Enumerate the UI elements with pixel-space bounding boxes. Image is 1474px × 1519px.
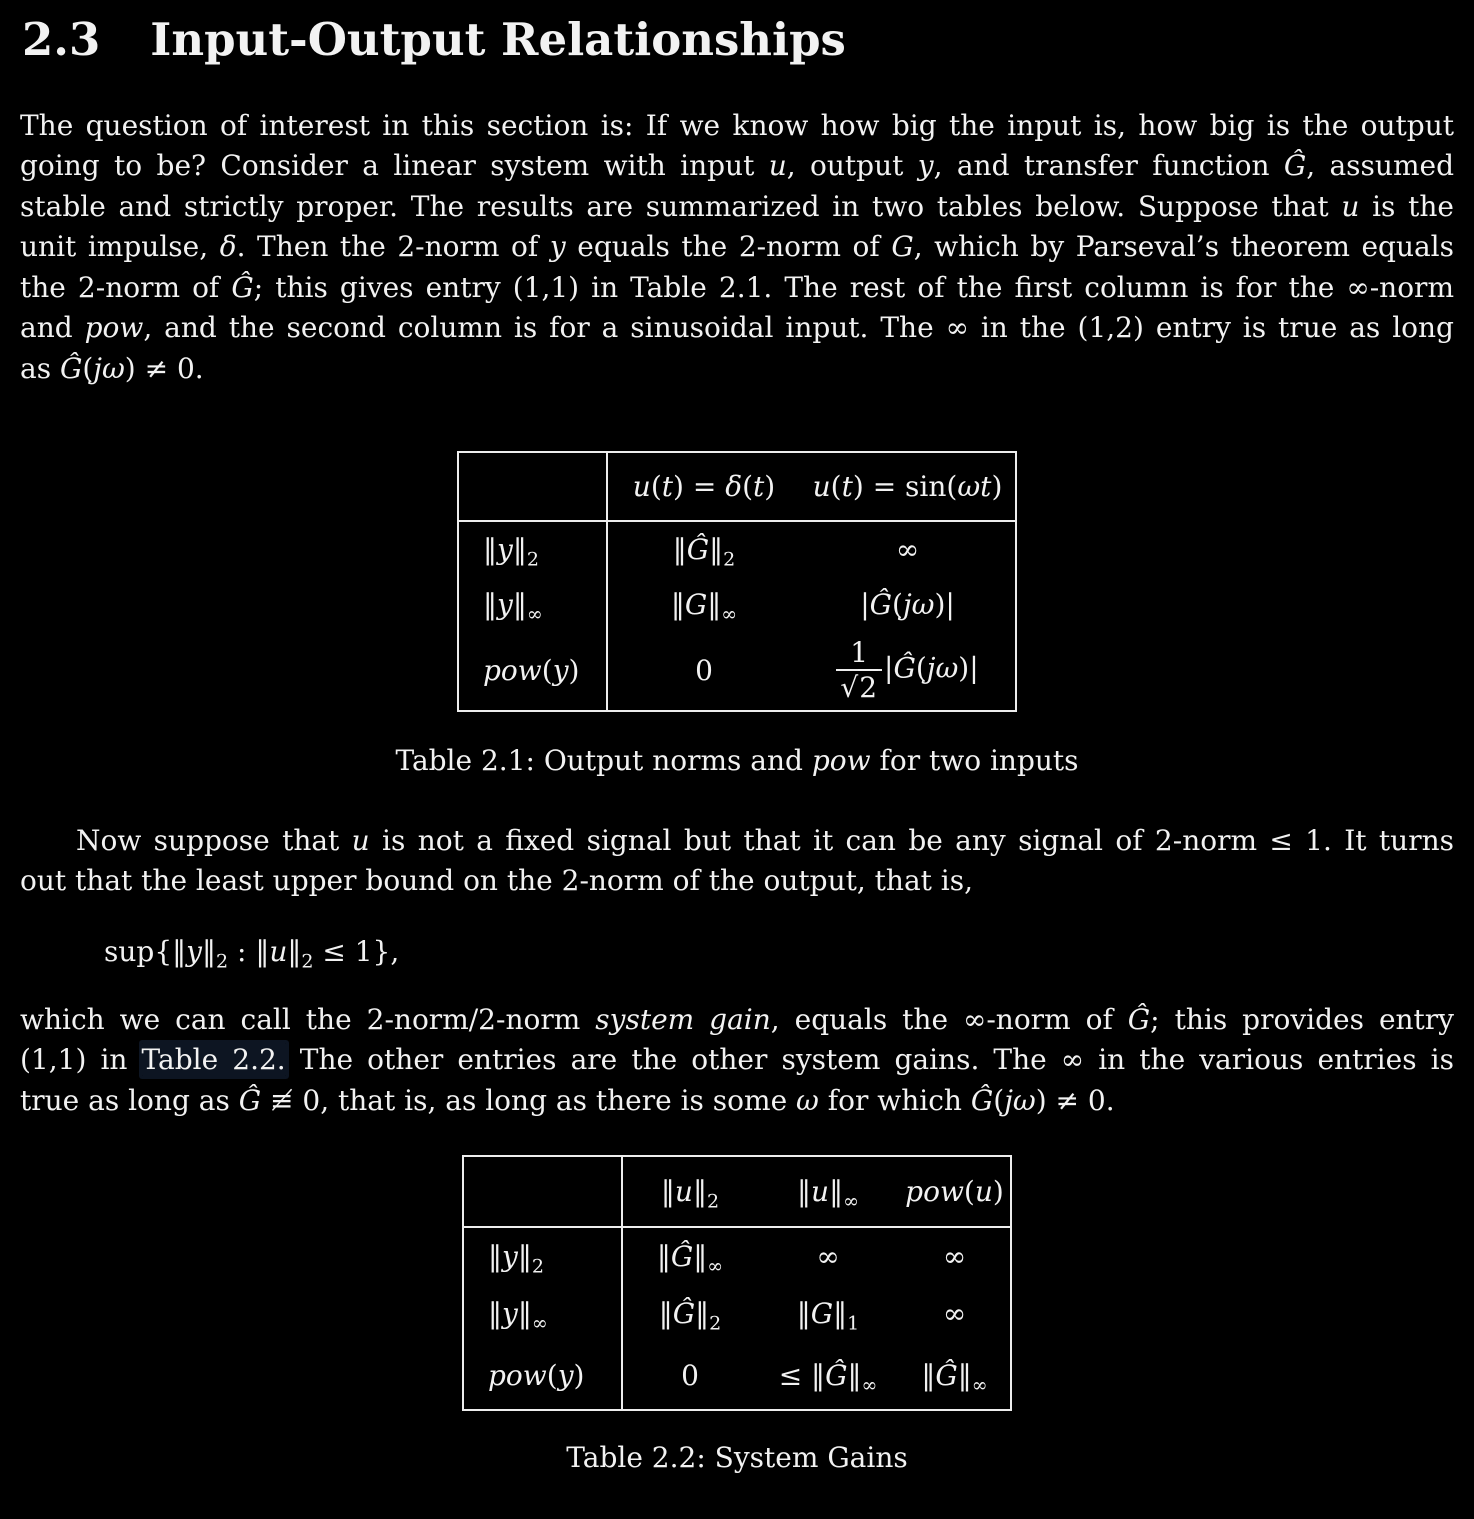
table-cell: $‖Ĝ‖_\infty$	[656, 1240, 724, 1279]
table-cell: $‖G‖_\infty$	[670, 588, 738, 626]
text-line: as Ĝ(jω) ≠ 0.	[20, 351, 204, 385]
text-line: going to be? Consider a linear system with input u, output y, and transfer function Ĝ, assumed	[20, 149, 1454, 183]
sup-equation: $sup\{‖y‖_2$ : $‖u‖_2 \le 1$},	[104, 934, 400, 973]
table-2-2-wrapper	[20, 1155, 1454, 1411]
column-header	[458, 452, 607, 521]
table-cell: 0	[681, 1359, 699, 1393]
table-cell: ∞	[942, 1297, 967, 1331]
text-line: stable and strictly proper. The results are summarized in two tables below. Suppose that u is the	[20, 189, 1454, 223]
table-row	[458, 577, 1016, 632]
table-cell: ∞	[816, 1240, 840, 1274]
text-line: unit impulse, δ. Then the 2-norm of y equals the 2-norm of G, which by Parseval’s theorem equals	[20, 230, 1454, 264]
paragraph-intro	[20, 106, 1454, 390]
table-row	[458, 632, 1016, 711]
table-2-2-caption: Table 2.2: System Gains	[566, 1441, 908, 1475]
table-cell: $‖Ĝ‖_\infty$	[921, 1359, 988, 1398]
section-number: 2.3	[22, 13, 101, 66]
column-header	[463, 1156, 622, 1227]
table-2-2-link[interactable]: Table 2.2.	[141, 1043, 286, 1077]
column-header: u(t) = δ(t)	[607, 452, 800, 521]
table-cell: 0	[695, 653, 713, 687]
fraction: $\frac{1}{√2}$	[836, 637, 882, 703]
table-2-1-caption: Table 2.1: Output norms and pow for two inputs	[395, 743, 1079, 777]
section-heading	[22, 14, 1454, 66]
table-row	[463, 1342, 1011, 1410]
paragraph-system-gain	[20, 1000, 1454, 1122]
row-label: $‖y‖_2$	[463, 1227, 622, 1285]
column-header: $‖u‖_2$	[622, 1156, 757, 1227]
paragraph-now-suppose	[20, 821, 1454, 902]
table-cell: |Ĝ(jω)|	[860, 588, 955, 622]
table-2-2	[462, 1155, 1012, 1411]
table-cell: ≤ $‖Ĝ‖_\infty$	[778, 1359, 878, 1398]
table-row	[458, 521, 1016, 577]
column-header: $‖u‖_\infty$	[757, 1156, 899, 1227]
text-line: out that the least upper bound on the 2-norm of the output, that is,	[20, 864, 974, 898]
table-2-1-wrapper	[20, 451, 1454, 712]
table-2-1	[457, 451, 1017, 712]
text-line: which we can call the 2-norm/2-norm system gain, equals the ∞-norm of Ĝ; this provides entry	[20, 1002, 1455, 1036]
table-cell: $‖G‖_1$	[796, 1297, 860, 1336]
text-line: The question of interest in this section is: If we know how big the input is, how big is the output	[20, 108, 1454, 142]
text-line: (1,1) in Table 2.2. The other entries are the other system gains. The ∞ in the various entries is	[20, 1043, 1454, 1077]
table-cell: ∞	[895, 533, 920, 567]
row-label: $‖y‖_\infty$	[463, 1285, 622, 1342]
column-header: pow(u)	[899, 1156, 1011, 1227]
row-label: pow(y)	[463, 1342, 622, 1410]
text-line: true as long as Ĝ ≢ 0, that is, as long as there is some ω for which Ĝ(jω) ≠ 0.	[20, 1083, 1115, 1117]
table-cell: $‖Ĝ‖_2$	[672, 533, 736, 571]
table-cell: ∞	[942, 1240, 967, 1274]
table-row	[463, 1227, 1011, 1285]
text-line: Now suppose that u is not a fixed signal but that it can be any signal of 2-norm ≤ 1. It turns	[76, 823, 1454, 857]
text-line: and pow, and the second column is for a sinusoidal input. The ∞ in the (1,2) entry is true as long	[20, 311, 1454, 345]
text-line: the 2-norm of Ĝ; this gives entry (1,1) in Table 2.1. The rest of the first column is for the ∞-norm	[20, 270, 1454, 304]
row-label: $‖y‖_2$	[458, 521, 607, 577]
sqrt-radical: √2	[840, 670, 878, 704]
section-title: Input-Output Relationships	[150, 13, 846, 66]
row-label: pow(y)	[458, 632, 607, 711]
table-cell: $‖Ĝ‖_2$	[658, 1297, 722, 1336]
table-cell: $\frac{1}{√2}$ |Ĝ(jω)|	[800, 632, 1016, 711]
row-label: $‖y‖_\infty$	[458, 577, 607, 632]
column-header: u(t) = sin(ωt)	[800, 452, 1016, 521]
table-row	[463, 1285, 1011, 1342]
